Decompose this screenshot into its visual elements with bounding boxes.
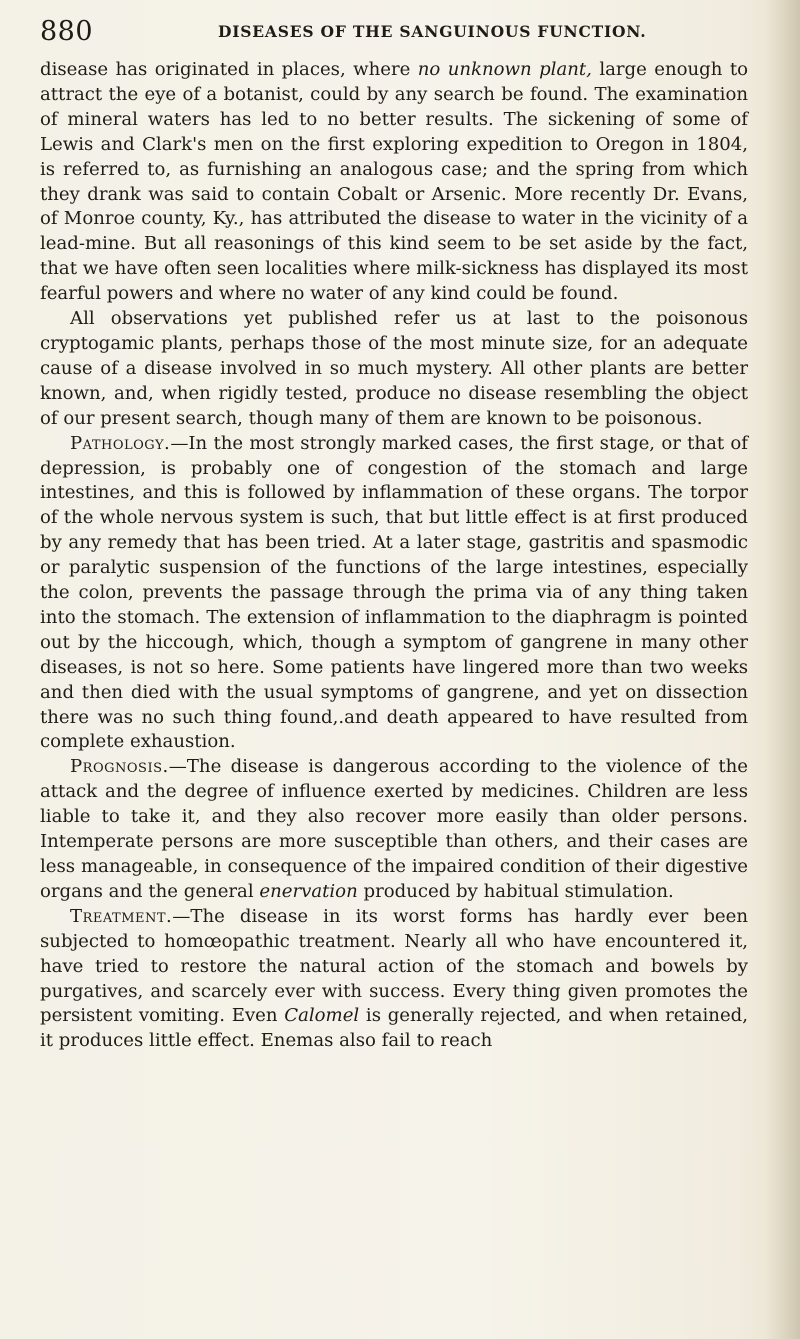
prognosis-heading: Prognosis.	[70, 756, 169, 778]
page-header	[0, 16, 800, 52]
paragraph-treatment	[40, 905, 748, 1054]
prognosis-text-a: —The disease is dangerous according to the violence of the attack and the degree of influence exerted by medicines. Children are less liable to take it, and they also recover more easily than older persons. Intemperate persons are more susceptible than others, and their cases are less manageable, in consequence of the impaired condition of their digestive organs and the general	[40, 756, 748, 902]
paragraph-2	[40, 307, 748, 432]
running-head: DISEASES OF THE SANGUINOUS FUNCTION.	[218, 22, 647, 41]
paragraph-1-text-a: disease has originated in places, where	[40, 59, 418, 80]
paragraph-pathology	[40, 432, 748, 756]
treatment-text-b: is generally rejected, and when retained, it produces little effect. Enemas also fail to reach	[40, 1005, 748, 1052]
paragraph-1-text-b: large enough to attract the eye of a botanist, could by any search be found. The examination of mineral waters has led to no better results. The sickening of some of Lewis and Clark's men on the first exploring expedition to Oregon in 1804, is referred to, as furnishing an analogous case; and the spring from which they drank was said to contain Cobalt or Arsenic. More recently Dr. Evans, of Monroe county, Ky., has attributed the disease to water in the vicinity of a lead-mine. But all reasonings of this kind seem to be set aside by the fact, that we have often seen localities where milk-sickness has displayed its most fearful powers and where no water of any kind could be found.	[40, 59, 748, 305]
paragraph-2-text: All observations yet published refer us at last to the poisonous cryptogamic plants, perhaps those of the most minute size, for an adequate cause of a disease involved in so much mystery. All other plants are better known, and, when rigidly tested, produce no disease resembling the object of our present search, though many of them are known to be poisonous.	[40, 308, 748, 429]
page-number: 880	[40, 16, 94, 47]
treatment-text-a: —The disease in its worst forms has hardly ever been subjected to homœopathic treatment. Nearly all who have encountered it, have tried to restore the natural action of the stomach and bowels by purgatives, and scarcely ever with success. Every thing given promotes the persistent vomiting. Even	[40, 905, 748, 1027]
treatment-heading: Treatment.	[70, 905, 173, 927]
paragraph-1	[40, 58, 748, 307]
page-edge-shadow	[766, 0, 800, 1339]
treatment-italic: Calomel	[284, 1005, 360, 1027]
paragraph-1-italic: no unknown plant,	[417, 59, 592, 80]
pathology-heading: Pathology.	[70, 432, 171, 454]
pathology-text: —In the most strongly marked cases, the first stage, or that of depression, is probably one of congestion of the stomach and large intestines, and this is followed by inflammation of these organs. The torpor of the whole nervous system is such, that but little effect is at first produced by any remedy that has been tried. At a later stage, gastritis and spasmodic or paralytic suspension of the functions of the large intestines, especially the colon, prevents the passage through the prima via of any thing taken into the stomach. The extension of inflammation to the diaphragm is pointed out by the hiccough, which, though a symptom of gangrene in many other diseases, is not so here. Some patients have lingered more than two weeks and then died with the usual symptoms of gangrene, and yet on dissection there was no such thing found,.and death appeared to have resulted from complete exhaustion.	[40, 432, 748, 753]
prognosis-italic: enervation	[259, 880, 358, 902]
body-text	[40, 58, 748, 1054]
prognosis-text-b: produced by habitual stimulation.	[357, 880, 674, 902]
paragraph-prognosis	[40, 755, 748, 904]
